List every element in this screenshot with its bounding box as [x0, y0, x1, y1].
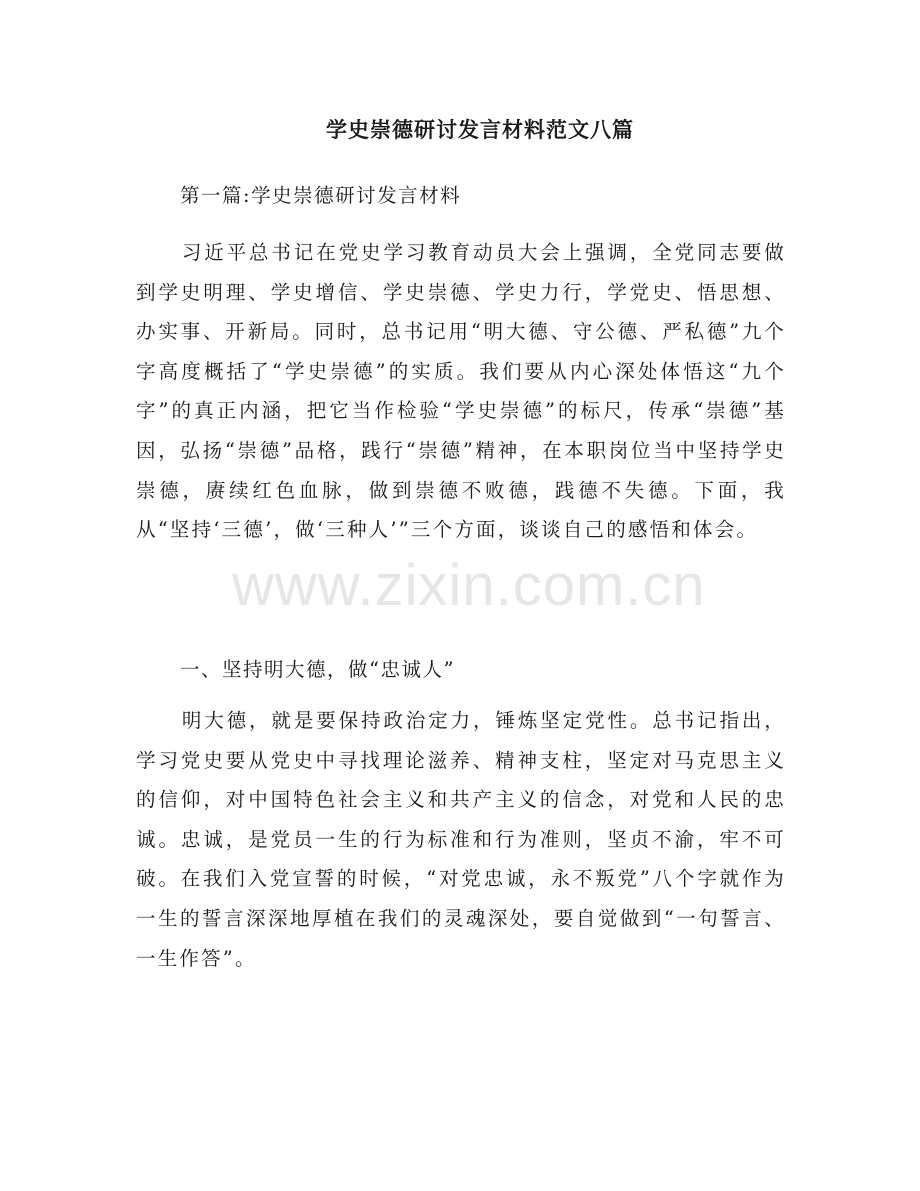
chapter-subtitle: 第一篇:学史崇德研讨发言材料: [180, 184, 462, 207]
watermark-text: www.zixin.com.cn: [232, 553, 706, 618]
section-heading: 一、坚持明大德，做“忠诚人”: [180, 658, 455, 681]
body-paragraph: 明大德，就是要保持政治定力，锤炼坚定党性。总书记指出，学习党史要从党史中寻找理论滋养、精神支柱，坚定对马克思主义的信仰，对中国特色社会主义和共产主义的信念，对党和人民的忠诚。忠诚，是党员一生的行为标准和行为准则，坚贞不渝，牢不可破。在我们入党宣誓的时候，“对党忠诚，永不叛党”八个字就作为一生的誓言深深地厚植在我们的灵魂深处，要自觉做到“一句誓言、一生作答”。: [136, 709, 786, 970]
document-title: 学史崇德研讨发言材料范文八篇: [326, 117, 634, 142]
intro-paragraph: 习近平总书记在党史学习教育动员大会上强调，全党同志要做到学史明理、学史增信、学史崇德、学史力行，学党史、悟思想、办实事、开新局。同时，总书记用“明大德、守公德、严私德”九个字高度概括了“学史崇德”的实质。我们要从内心深处体悟这“九个字”的真正内涵，把它当作检验“学史崇德”的标尺，传承“崇德”基因，弘扬“崇德”品格，践行“崇德”精神，在本职岗位当中坚持学史崇德，赓续红色血脉，做到崇德不败德，践德不失德。下面，我从“坚持‘三德’，做‘三种人’”三个方面，谈谈自己的感悟和体会。: [136, 241, 786, 542]
